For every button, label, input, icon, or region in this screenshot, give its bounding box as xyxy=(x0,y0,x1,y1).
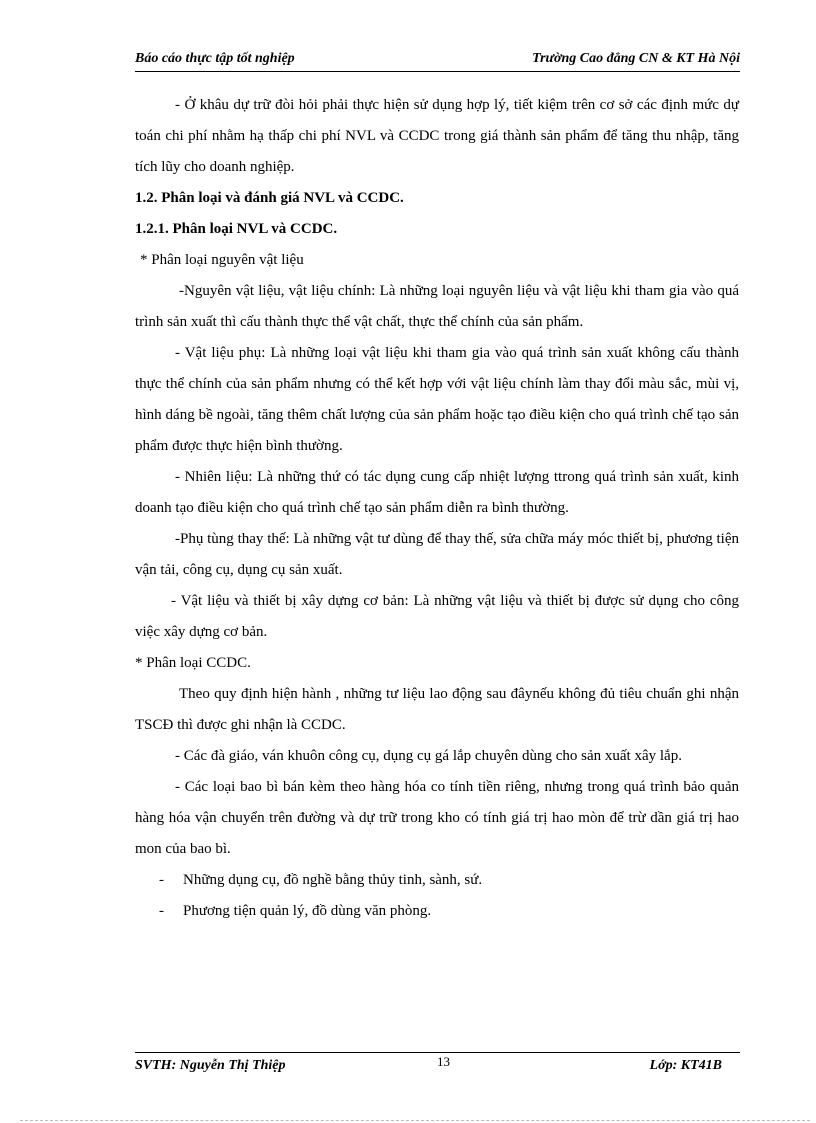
footer-divider xyxy=(135,1052,740,1053)
list-dash: - xyxy=(159,903,164,919)
subheading-material-classification: * Phân loại nguyên vật liệu xyxy=(140,252,304,268)
page-number: 13 xyxy=(437,1054,450,1069)
list-item-text: Phương tiện quản lý, đồ dùng văn phòng. xyxy=(183,903,432,919)
header-school-name: Trường Cao đẳng CN & KT Hà Nội xyxy=(532,51,740,66)
header-report-title: Báo cáo thực tập tốt nghiệp xyxy=(135,51,295,66)
subheading-tool-classification: * Phân loại CCDC. xyxy=(135,655,251,671)
paragraph-reserve: - Ở khâu dự trữ đòi hỏi phải thực hiện sử dụng hợp lý, tiết kiệm trên cơ sở các định mức dự toán chi phí nhằm hạ thấp chi phí NVL và CCDC trong giá thành sản phẩm để tăng thu nhập, tăng tích lũy cho doanh nghiệp. xyxy=(135,97,739,175)
list-item-text: Những dụng cụ, đồ nghề bằng thủy tinh, sành, sứ. xyxy=(183,872,483,888)
page-header xyxy=(135,51,740,72)
list-item-office xyxy=(135,896,739,927)
paragraph-auxiliary-material: - Vật liệu phụ: Là những loại vật liệu khi tham gia vào quá trình sản xuất không cấu thành thực thể chính của sản phẩm nhưng có thể kết hợp với vật liệu chính làm thay đổi màu sắc, mùi vị, hình dáng bề ngoài, tăng thêm chất lượng của sản phẩm hoặc tạo điều kiện cho quá trình chế tạo sản phẩm được thực hiện bình thường. xyxy=(135,345,739,454)
paragraph-scaffolding: - Các đà giáo, ván khuôn công cụ, dụng cụ gá lắp chuyên dùng cho sản xuất xây lắp. xyxy=(175,748,682,764)
page-bottom-edge xyxy=(20,1120,810,1121)
page-footer xyxy=(135,1056,740,1078)
section-heading-1-2: 1.2. Phân loại và đánh giá NVL và CCDC. xyxy=(135,190,404,206)
paragraph-fuel: - Nhiên liệu: Là những thứ có tác dụng cung cấp nhiệt lượng ttrong quá trình sản xuất, kinh doanh tạo điều kiện cho quá trình chế tạo sản phẩm diễn ra bình thường. xyxy=(135,469,739,516)
paragraph-spare-parts: -Phụ tùng thay thế: Là những vật tư dùng để thay thế, sửa chữa máy móc thiết bị, phương tiện vận tải, công cụ, dụng cụ sản xuất. xyxy=(135,531,739,578)
list-item-glassware xyxy=(135,865,739,896)
paragraph-main-material: -Nguyên vật liệu, vật liệu chính: Là những loại nguyên liệu và vật liệu khi tham gia vào quá trình sản xuất thì cấu thành thực thể vật chất, thực thể chính của sản phẩm. xyxy=(135,283,739,330)
paragraph-construction-material: - Vật liệu và thiết bị xây dựng cơ bản: Là những vật liệu và thiết bị được sử dụng cho công việc xây dựng cơ bản. xyxy=(135,593,739,640)
paragraph-regulation: Theo quy định hiện hành , những tư liệu lao động sau đâynếu không đủ tiêu chuẩn ghi nhận TSCĐ thì được ghi nhận là CCDC. xyxy=(135,686,739,733)
document-body xyxy=(135,90,739,927)
footer-student-name: SVTH: Nguyễn Thị Thiệp xyxy=(135,1058,286,1073)
list-dash: - xyxy=(159,872,164,888)
footer-class: Lớp: KT41B xyxy=(649,1058,722,1073)
paragraph-packaging: - Các loại bao bì bán kèm theo hàng hóa co tính tiền riêng, nhưng trong quá trình bảo quản hàng hóa vận chuyển trên đường và dự trữ trong kho có tính giá trị hao mòn để trừ dần giá trị hao mon của bao bì. xyxy=(135,779,739,857)
section-heading-1-2-1: 1.2.1. Phân loại NVL và CCDC. xyxy=(135,221,338,237)
